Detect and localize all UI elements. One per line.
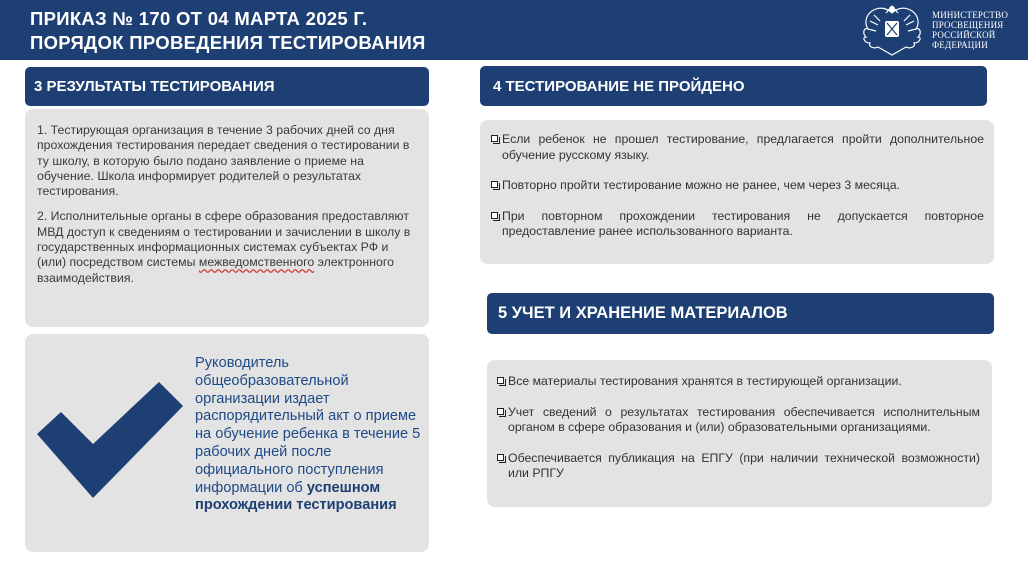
check-panel-text: [195, 355, 427, 515]
check-panel: [25, 334, 429, 552]
ministry-name: [932, 10, 1008, 50]
ministry-line-3: РОССИЙСКОЙ: [932, 30, 996, 40]
list-item: [497, 374, 980, 390]
section-5-header: 5 УЧЕТ И ХРАНЕНИЕ МАТЕРИАЛОВ: [487, 293, 994, 334]
ministry-line-4: ФЕДЕРАЦИИ: [932, 40, 988, 50]
title-line-2: ПОРЯДОК ПРОВЕДЕНИЯ ТЕСТИРОВАНИЯ: [30, 32, 426, 53]
list-item-text: Учет сведений о результатах тестирования обеспечивается исполнительным органом в сфере образования и (или) образовательными организациями.: [508, 404, 980, 434]
ministry-line-2: ПРОСВЕЩЕНИЯ: [932, 20, 1004, 30]
section-5-panel: [487, 360, 992, 507]
checkbox-bullet-icon: [497, 408, 504, 415]
section-3-paragraph-2: [37, 209, 417, 285]
check-text-bold: успешном прохождении тестирования: [195, 479, 397, 514]
section-3-header: 3 РЕЗУЛЬТАТЫ ТЕСТИРОВАНИЯ: [25, 67, 429, 106]
list-item-text: Обеспечивается публикация на ЕПГУ (при наличии технической возможности) или РПГУ: [508, 450, 980, 480]
double-headed-eagle-emblem-icon: [856, 3, 928, 57]
ministry-line-1: МИНИСТЕРСТВО: [932, 10, 1009, 20]
paragraph-2-text: 2. Исполнительные органы в сфере образования предоставляют МВД доступ к сведениям о тестировании и зачислении в школу в государственных информационных системах субъектах РФ и (или) посредством системы: [37, 209, 411, 270]
section-3-panel: [25, 109, 429, 327]
page-title: [30, 7, 426, 55]
spellcheck-underlined-word: межведомственного: [198, 255, 315, 270]
title-line-1: ПРИКАЗ № 170 ОТ 04 МАРТА 2025 Г.: [30, 8, 368, 29]
section-4-header: 4 ТЕСТИРОВАНИЕ НЕ ПРОЙДЕНО: [480, 66, 987, 106]
list-item: [491, 209, 984, 240]
checkbox-bullet-icon: [497, 377, 504, 384]
list-item: [491, 178, 984, 194]
list-item-text: При повторном прохождении тестирования не допускается повторное предоставление ранее использованного варианта.: [502, 208, 984, 238]
list-item-text: Все материалы тестирования хранятся в тестирующей организации.: [508, 374, 902, 388]
list-item: [491, 132, 984, 163]
check-text-main: Руководитель общеобразовательной организации издает распорядительный акт о приеме на обучение ребенка в течение 5 рабочих дней после официального поступления информации об: [195, 355, 421, 496]
list-item: [497, 405, 980, 436]
section-3-paragraph-1: 1. Тестирующая организация в течение 3 рабочих дней со дня прохождения тестирования передает сведения о тестировании в ту школу, в которую было подано заявление о приеме на обучение. Школа информирует родителей о результатах тестирования.: [37, 123, 410, 199]
checkbox-bullet-icon: [497, 454, 504, 461]
list-item-text: Если ребенок не прошел тестирование, предлагается пройти дополнительное обучение русскому языку.: [502, 132, 984, 162]
list-item-text: Повторно пройти тестирование можно не ранее, чем через 3 месяца.: [502, 178, 901, 192]
header-bar: [0, 0, 1028, 60]
checkbox-bullet-icon: [491, 181, 498, 188]
checkbox-bullet-icon: [491, 135, 498, 142]
list-item: [497, 451, 980, 482]
checkmark-icon: [37, 382, 187, 502]
checkbox-bullet-icon: [491, 212, 498, 219]
section-4-panel: [480, 120, 994, 264]
paragraph-2-end: электронного взаимодействия.: [37, 255, 394, 285]
